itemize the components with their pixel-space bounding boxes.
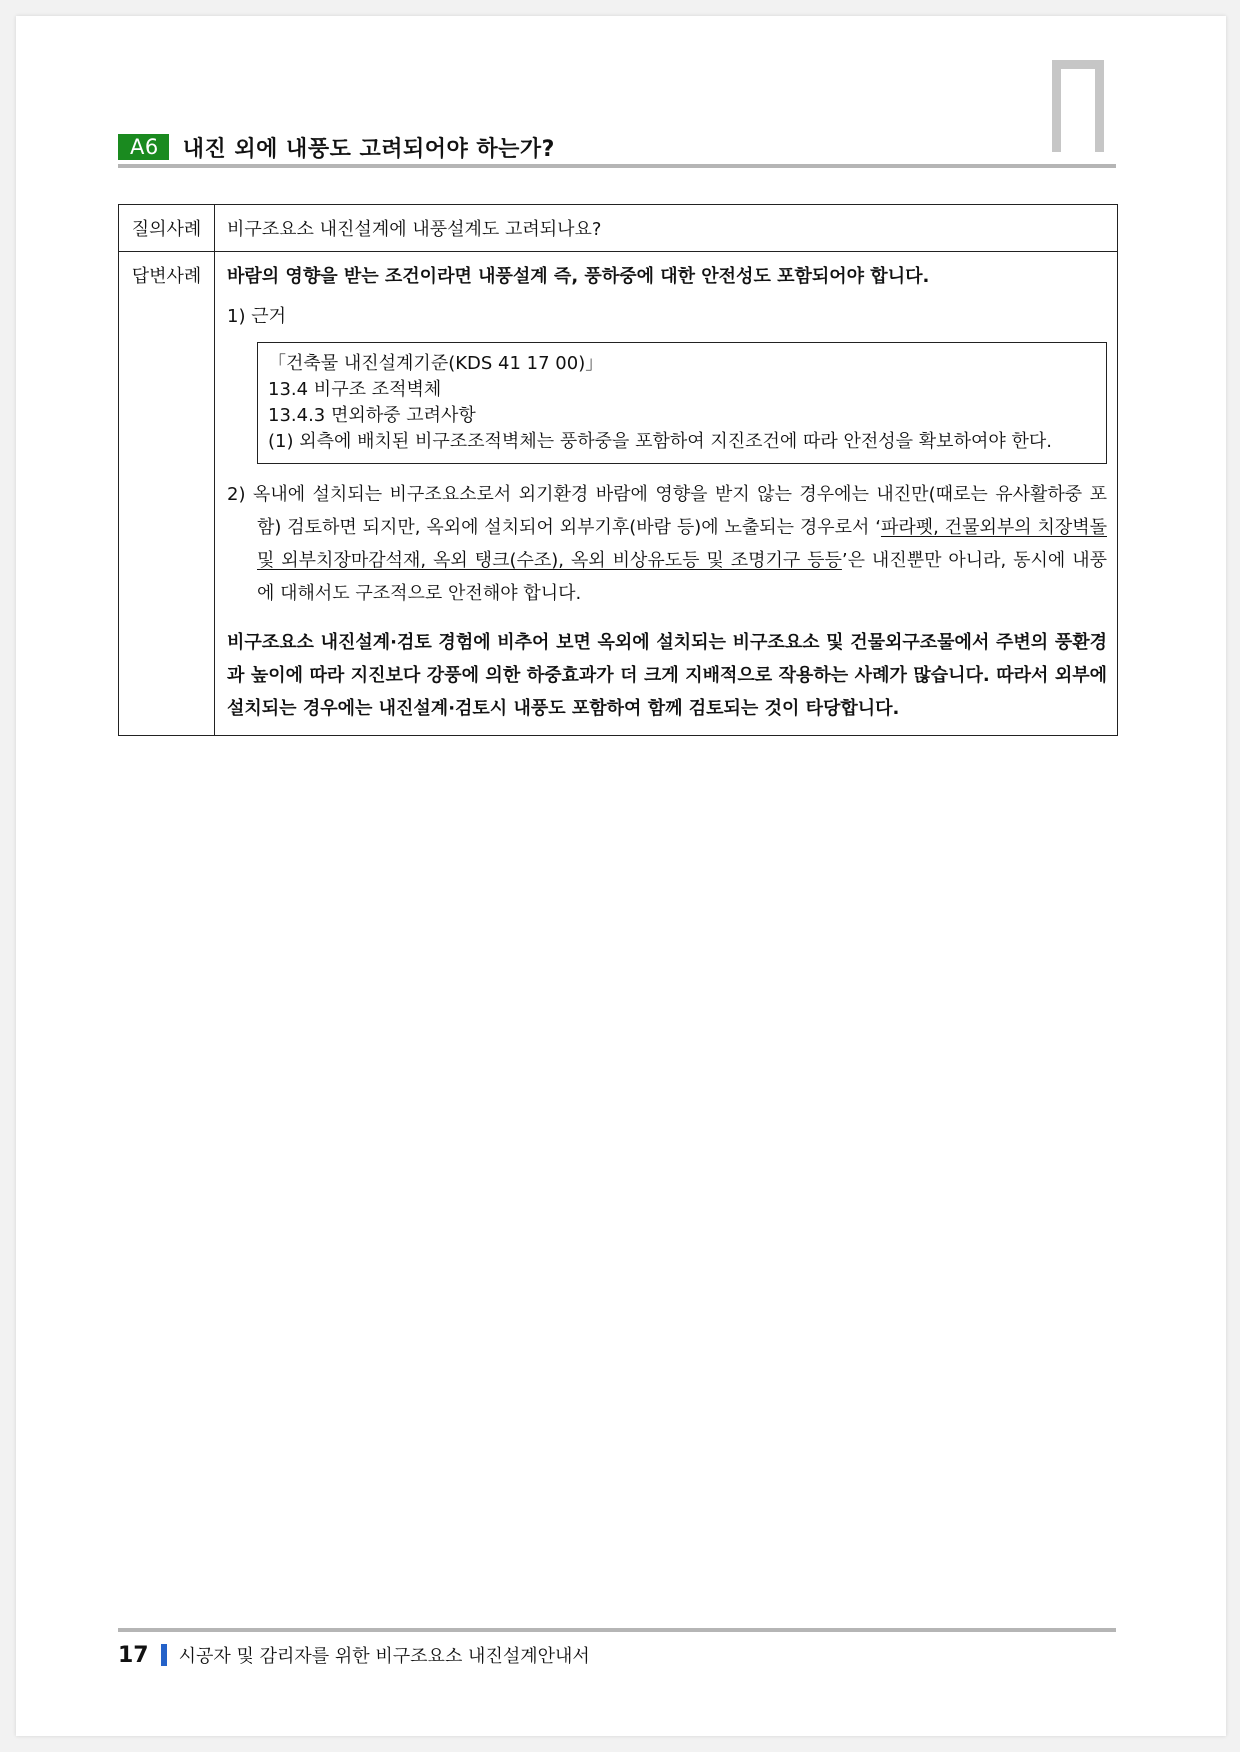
heading-divider [118,164,1116,168]
reference-box [257,342,1107,464]
corner-bracket-decoration [1052,60,1104,152]
page-footer [118,1642,590,1668]
footer-divider [118,1628,1116,1632]
section-title: 내진 외에 내풍도 고려되어야 하는가? [182,136,555,162]
reference-line-4: (1) 외측에 배치된 비구조조적벽체는 풍하중을 포함하여 지진조건에 따라 안전성을 확보하여야 한다. [268,431,1052,452]
answer-row [119,252,1118,736]
question-label: 질의사례 [119,205,215,252]
item1-title: 1) 근거 [227,306,286,327]
section-badge: A6 [118,134,169,160]
answer-conclusion: 비구조요소 내진설계·검토 경험에 비추어 보면 옥외에 설치되는 비구조요소 및 건물외구조물에서 주변의 풍환경과 높이에 따라 지진보다 강풍에 의한 하중효과가 더 크게 지배적으로 작용하는 사례가 많습니다. 따라서 외부에 설치되는 경우에는 내진설계·검토시 내풍도 포함하여 함께 검토되는 것이 타당합니다. [227,632,1107,719]
footer-title: 시공자 및 감리자를 위한 비구조요소 내진설계안내서 [178,1646,590,1667]
reference-line-3: 13.4.3 면외하중 고려사항 [268,405,476,426]
footer-accent-bar [161,1644,167,1666]
item2-text-before: 2) 옥내에 설치되는 비구조요소로서 외기환경 바람에 영향을 받지 않는 경우에는 내진만(때로는 유사활하중 포함) 검토하면 되지만, 옥외에 설치되어 외부기후(바람 등)에 노출되는 경우로서 ‘ [227,484,1107,538]
answer-content [215,252,1118,736]
item2-underlined-text: 파라펫, 건물외부의 치장벽돌 및 외부치장마감석재, 옥외 탱크(수조), 옥외 비상유도등 및 조명기구 등등 [257,517,1107,571]
section-heading [118,132,555,162]
qa-table [118,204,1118,736]
item2-paragraph [227,478,1107,610]
question-row [119,205,1118,252]
question-text: 비구조요소 내진설계에 내풍설계도 고려되나요? [215,205,1118,252]
reference-line-1: 「건축물 내진설계기준(KDS 41 17 00)」 [268,353,604,374]
answer-label: 답변사례 [119,252,215,736]
page-number: 17 [118,1642,149,1668]
reference-line-2: 13.4 비구조 조적벽체 [268,379,442,400]
item2-text-after: ’은 내진뿐만 아니라, 동시에 내풍에 대해서도 구조적으로 안전해야 합니다. [257,550,1107,604]
answer-lead: 바람의 영향을 받는 조건이라면 내풍설계 즉, 풍하중에 대한 안전성도 포함되어야 합니다. [227,266,930,287]
